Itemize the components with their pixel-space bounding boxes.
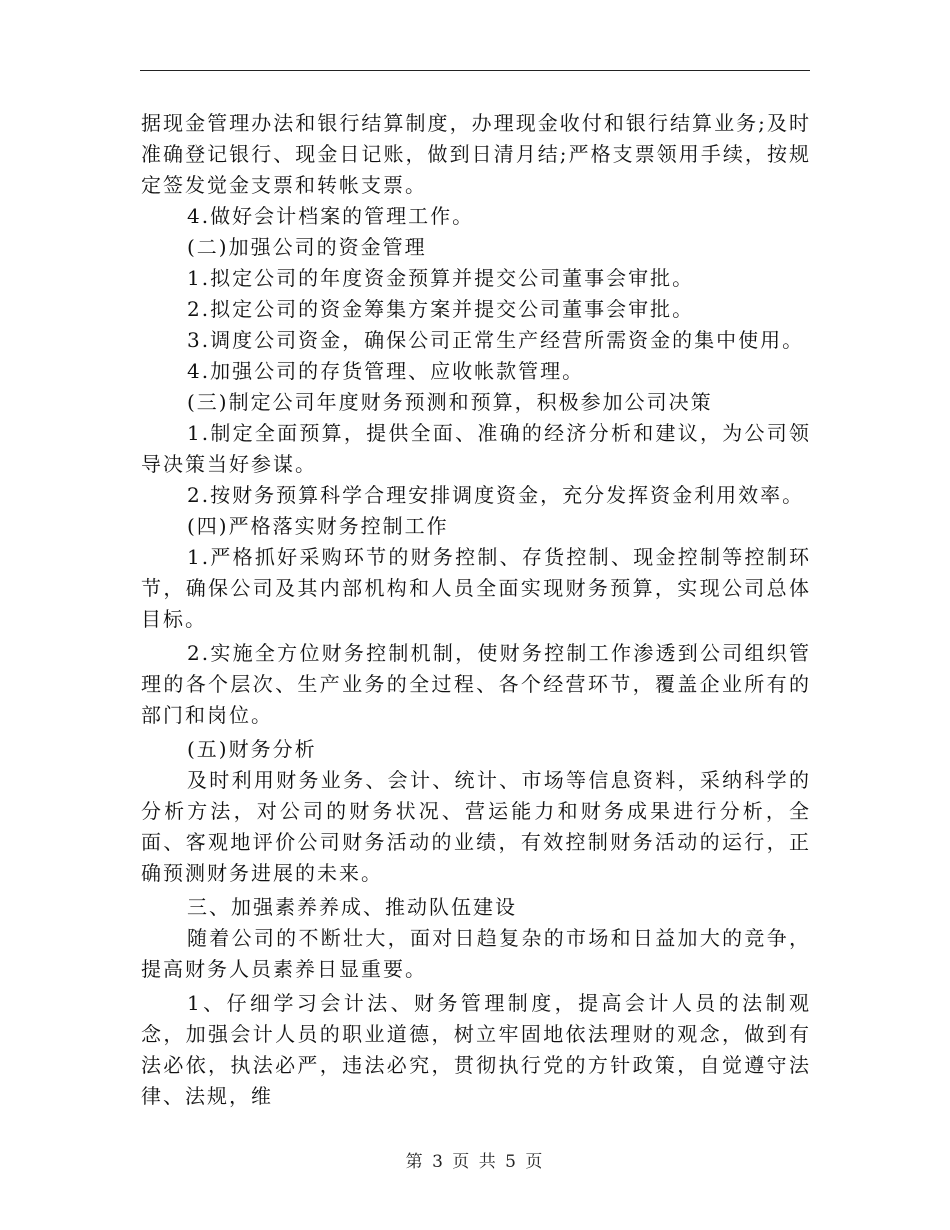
section-heading: (三)制定公司年度财务预测和预算，积极参加公司决策 — [187, 390, 713, 414]
document-body — [141, 108, 811, 1112]
section-heading: (四)严格落实财务控制工作 — [187, 514, 449, 538]
paragraph-body: 及时利用财务业务、会计、统计、市场等信息资料，采纳科学的分析方法，对公司的财务状况、营运能力和财务成果进行分析，全面、客观地评价公司财务活动的业绩，有效控制财务活动的运行，正确预测财务进展的未来。 — [141, 768, 811, 885]
paragraph-item: 2.按财务预算科学合理安排调度资金，充分发挥资金利用效率。 — [187, 483, 805, 507]
paragraph-body: 随着公司的不断壮大，面对日趋复杂的市场和日益加大的竞争，提高财务人员素养日显重要。 — [141, 926, 811, 981]
chapter-heading: 三、加强素养养成、推动队伍建设 — [187, 895, 517, 919]
paragraph-continuation: 据现金管理办法和银行结算制度，办理现金收付和银行结算业务;及时准确登记银行、现金日记账，做到日清月结;严格支票领用手续，按规定签发觉金支票和转帐支票。 — [141, 111, 811, 197]
paragraph-item: 4.加强公司的存货管理、应收帐款管理。 — [187, 359, 585, 383]
paragraph-item: 2.实施全方位财务控制机制，使财务控制工作渗透到公司组织管理的各个层次、生产业务的全过程、各个经营环节，覆盖企业所有的部门和岗位。 — [141, 641, 811, 727]
paragraph-item: 2.拟定公司的资金筹集方案并提交公司董事会审批。 — [187, 297, 695, 321]
page-number-footer: 第 3 页 共 5 页 — [405, 1152, 545, 1172]
paragraph-item: 4.做好会计档案的管理工作。 — [187, 204, 475, 228]
paragraph-item: 1、仔细学习会计法、财务管理制度，提高会计人员的法制观念，加强会计人员的职业道德，树立牢固地依法理财的观念，做到有法必依，执法必严，违法必究，贯彻执行党的方针政策，自觉遵守法律、法规，维 — [141, 991, 811, 1108]
paragraph-item: 1.严格抓好采购环节的财务控制、存货控制、现金控制等控制环节，确保公司及其内部机构和人员全面实现财务预算，实现公司总体目标。 — [141, 545, 811, 631]
paragraph-item: 1.拟定公司的年度资金预算并提交公司董事会审批。 — [187, 266, 695, 290]
paragraph-item: 1.制定全面预算，提供全面、准确的经济分析和建议，为公司领导决策当好参谋。 — [141, 421, 811, 476]
header-rule — [140, 70, 810, 71]
section-heading: (二)加强公司的资金管理 — [187, 235, 427, 259]
section-heading: (五)财务分析 — [187, 737, 317, 761]
paragraph-item: 3.调度公司资金，确保公司正常生产经营所需资金的集中使用。 — [187, 328, 805, 352]
